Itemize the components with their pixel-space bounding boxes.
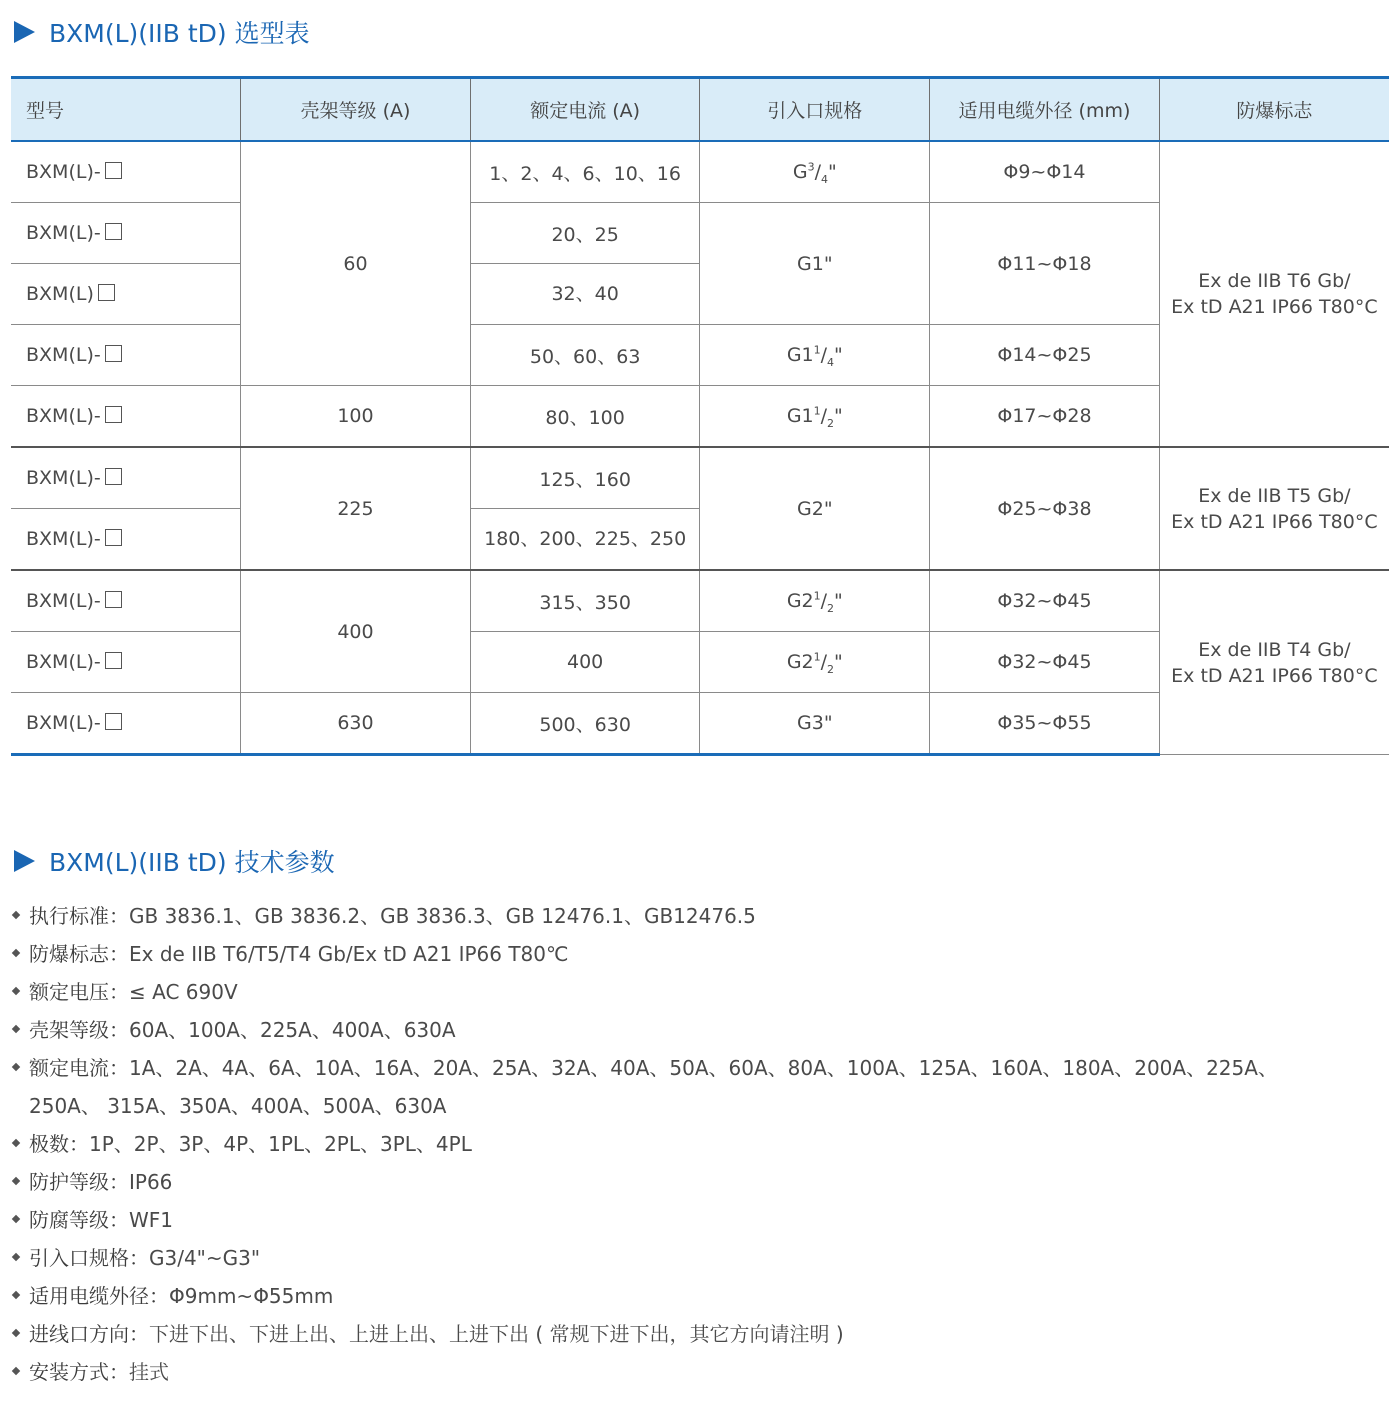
current-cell: 500、630 [470, 693, 700, 755]
inlet-cell: $G^3/_4$" [700, 141, 930, 203]
current-cell: 20、25 [470, 203, 700, 264]
header-model: 型号 [11, 78, 241, 142]
marking-cell: Ex de IIB T4 Gb/ Ex tD A21 IP66 T80°C [1159, 570, 1389, 755]
frame-cell: 100 [241, 386, 471, 448]
list-item: 防护等级：IP66 [12, 1163, 1342, 1201]
table-row [11, 141, 1389, 203]
model-cell: BXM(L)- [11, 509, 241, 571]
header-inlet: 引入口规格 [700, 78, 930, 142]
model-cell: BXM(L)- [11, 632, 241, 693]
list-item: 防腐等级：WF1 [12, 1201, 1342, 1239]
list-item: 额定电流：1A、2A、4A、6A、10A、16A、20A、25A、32A、40A、50A、60A、80A、100A、125A、160A、180A、200A、225A、250A、 315A、350A、400A、500A、630A [12, 1049, 1342, 1125]
current-cell: 1、2、4、6、10、16 [470, 141, 700, 203]
list-item: 极数：1P、2P、3P、4P、1PL、2PL、3PL、4PL [12, 1125, 1342, 1163]
inlet-cell: G1" [700, 203, 930, 325]
table-row [11, 447, 1389, 509]
model-cell: BXM(L)- [11, 447, 241, 509]
cable-cell: Φ32~Φ45 [930, 632, 1160, 693]
frame-cell: 630 [241, 693, 471, 755]
inlet-cell: G2" [700, 447, 930, 570]
section-title-params [14, 843, 335, 879]
header-frame: 壳架等级 (A) [241, 78, 471, 142]
frame-cell: 60 [241, 141, 471, 386]
list-item: 进线口方向：下进下出、下进上出、上进上出、上进下出 ( 常规下进下出，其它方向请注明 ) [12, 1315, 1342, 1353]
inlet-cell: $G1^1/_2$" [700, 386, 930, 448]
placeholder-box-icon [105, 529, 122, 546]
model-cell: BXM(L)- [11, 141, 241, 203]
cable-cell: Φ35~Φ55 [930, 693, 1160, 755]
table-row [11, 570, 1389, 632]
model-cell: BXM(L)- [11, 693, 241, 755]
current-cell: 125、160 [470, 447, 700, 509]
frame-cell: 400 [241, 570, 471, 693]
section-title-selection [14, 14, 310, 50]
model-cell: BXM(L) [11, 264, 241, 325]
model-cell: BXM(L)- [11, 386, 241, 448]
inlet-cell: $G2^1/_2$" [700, 570, 930, 632]
selection-table [11, 76, 1389, 756]
current-cell: 400 [470, 632, 700, 693]
list-item: 执行标准：GB 3836.1、GB 3836.2、GB 3836.3、GB 12476.1、GB12476.5 [12, 897, 1342, 935]
current-cell: 32、40 [470, 264, 700, 325]
list-item: 引入口规格：G3/4"~G3" [12, 1239, 1342, 1277]
cable-cell: Φ32~Φ45 [930, 570, 1160, 632]
placeholder-box-icon [105, 406, 122, 423]
triangle-bullet-icon [14, 21, 35, 43]
current-cell: 80、100 [470, 386, 700, 448]
list-item: 额定电压：≤ AC 690V [12, 973, 1342, 1011]
list-item: 安装方式：挂式 [12, 1353, 1342, 1391]
placeholder-box-icon [105, 468, 122, 485]
inlet-cell: $G1^1/_4$" [700, 325, 930, 386]
inlet-cell: $G2^1/_2$" [700, 632, 930, 693]
current-cell: 315、350 [470, 570, 700, 632]
inlet-cell: G3" [700, 693, 930, 755]
model-cell: BXM(L)- [11, 203, 241, 264]
cable-cell: Φ25~Φ38 [930, 447, 1160, 570]
list-item: 防爆标志：Ex de IIB T6/T5/T4 Gb/Ex tD A21 IP66 T80℃ [12, 935, 1342, 973]
section-title-text: BXM(L)(IIB tD) 选型表 [49, 19, 310, 48]
header-cable: 适用电缆外径 (mm) [930, 78, 1160, 142]
header-marking: 防爆标志 [1159, 78, 1389, 142]
cable-cell: Φ14~Φ25 [930, 325, 1160, 386]
placeholder-box-icon [105, 713, 122, 730]
tech-params-list [12, 897, 1342, 1391]
list-item: 适用电缆外径：Φ9mm~Φ55mm [12, 1277, 1342, 1315]
section-title-text: BXM(L)(IIB tD) 技术参数 [49, 848, 335, 877]
placeholder-box-icon [105, 162, 122, 179]
placeholder-box-icon [105, 223, 122, 240]
model-cell: BXM(L)- [11, 325, 241, 386]
placeholder-box-icon [105, 652, 122, 669]
marking-cell: Ex de IIB T5 Gb/ Ex tD A21 IP66 T80°C [1159, 447, 1389, 570]
placeholder-box-icon [98, 284, 115, 301]
table-header-row [11, 78, 1389, 142]
placeholder-box-icon [105, 591, 122, 608]
marking-cell: Ex de IIB T6 Gb/ Ex tD A21 IP66 T80°C [1159, 141, 1389, 447]
current-cell: 180、200、225、250 [470, 509, 700, 571]
current-cell: 50、60、63 [470, 325, 700, 386]
cable-cell: Φ17~Φ28 [930, 386, 1160, 448]
list-item: 壳架等级：60A、100A、225A、400A、630A [12, 1011, 1342, 1049]
frame-cell: 225 [241, 447, 471, 570]
header-current: 额定电流 (A) [470, 78, 700, 142]
placeholder-box-icon [105, 345, 122, 362]
triangle-bullet-icon [14, 850, 35, 872]
model-cell: BXM(L)- [11, 570, 241, 632]
cable-cell: Φ9~Φ14 [930, 141, 1160, 203]
cable-cell: Φ11~Φ18 [930, 203, 1160, 325]
